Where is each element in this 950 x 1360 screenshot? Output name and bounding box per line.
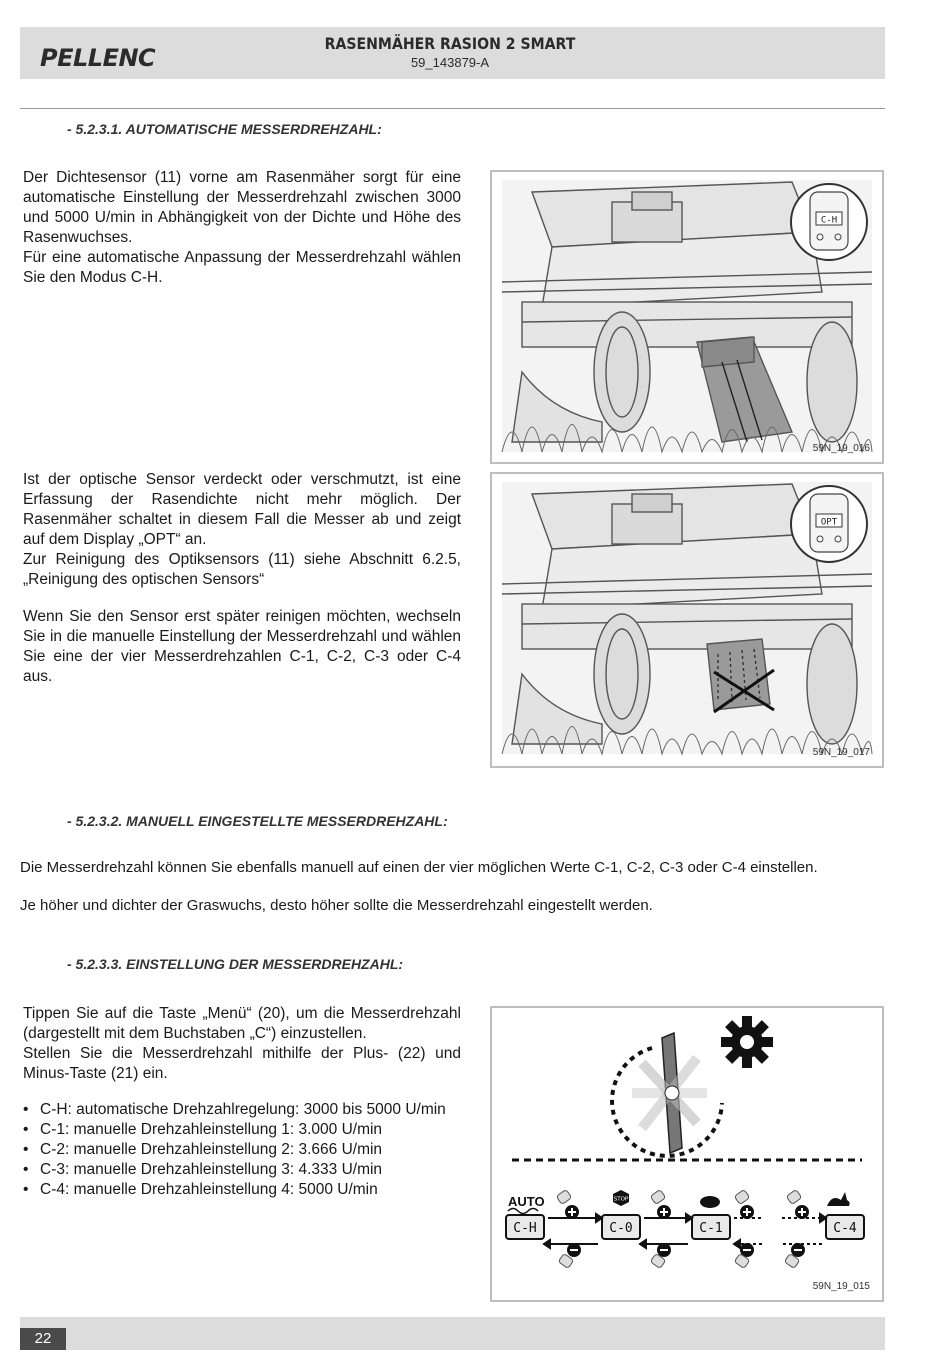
gear-icon (721, 1016, 773, 1068)
paragraph-grass-density: Je höher und dichter der Graswuchs, desto höher sollte die Messerdrehzahl eingestellt werden. (20, 897, 653, 914)
paragraph-menu-key: Tippen Sie auf die Taste „Menü“ (20), um die Messerdrehzahl (dargestellt mit dem Buchstaben „C“) einzustellen. (23, 1005, 461, 1042)
auto-label: AUTO (508, 1194, 545, 1209)
figure-label: 59N_19_016 (812, 443, 870, 454)
paragraph-manual-values: Die Messerdrehzahl können Sie ebenfalls manuell auf einen der vier möglichen Werte C-1, C-2, C-3 oder C-4 einstellen. (20, 859, 818, 876)
section-heading-manual: - 5.2.3.2. MANUELL EINGESTELLTE MESSERDREHZAHL: (67, 813, 448, 829)
paragraph-mode-ch: Für eine automatische Anpassung der Messerdrehzahl wählen Sie den Modus C-H. (23, 249, 461, 286)
speed-list (23, 1100, 463, 1200)
mower-illustration (492, 172, 882, 462)
footer-bar (20, 1317, 885, 1350)
brand-logo: PELLENC (40, 44, 156, 72)
document-title: RASENMÄHER RASION 2 SMART (324, 34, 576, 53)
mode-display-c1 (692, 1215, 730, 1239)
mode-display-c0 (602, 1215, 640, 1239)
list-item: • C-H: automatische Drehzahlregelung: 3000 bis 5000 U/min (23, 1100, 463, 1120)
minus-button-icon (567, 1243, 805, 1257)
list-item: • C-4: manuelle Drehzahleinstellung 4: 5000 U/min (23, 1180, 463, 1200)
turtle-icon (700, 1196, 720, 1208)
mode-display-ch (506, 1215, 544, 1239)
paragraph-sensor-covered: Ist der optische Sensor verdeckt oder verschmutzt, ist eine Erfassung der Rasendichte nicht mehr möglich. Der Rasenmäher schaltet in diesem Fall die Messer ab und zeigt auf dem Display „OPT“ an. (23, 471, 461, 548)
svg-text:C-1: C-1 (699, 1221, 723, 1236)
svg-text:C-H: C-H (513, 1221, 537, 1236)
stop-icon: STOP (613, 1196, 629, 1203)
figure-label: 59N_19_015 (812, 1281, 870, 1292)
page-number: 22 (20, 1328, 66, 1350)
figure-sensor-clean (490, 170, 884, 464)
figure-sensor-blocked (490, 472, 884, 768)
figure-label: 59N_19_017 (812, 747, 870, 758)
section-heading-setting: - 5.2.3.3. EINSTELLUNG DER MESSERDREHZAHL: (67, 956, 404, 972)
paragraph-cleaning-reference: Zur Reinigung des Optiksensors (11) siehe Abschnitt 6.2.5, „Reinigung des optischen Sensors“ (23, 551, 461, 588)
list-item: • C-3: manuelle Drehzahleinstellung 3: 4.333 U/min (23, 1160, 463, 1180)
paragraph-plus-minus: Stellen Sie die Messerdrehzahl mithilfe der Plus- (22) und Minus-Taste (21) ein. (23, 1045, 461, 1082)
paragraph-manual-switch: Wenn Sie den Sensor erst später reinigen möchten, wechseln Sie in die manuelle Einstellung der Messerdrehzahl und wählen Sie eine der vier Messerdrehzahlen C-1, C-2, C-3 oder C-4 aus. (23, 608, 461, 685)
hand-pointer-icon (556, 1189, 802, 1268)
paragraph-density-sensor: Der Dichtesensor (11) vorne am Rasenmäher sorgt für eine automatische Einstellung der Messerdrehzahl zwischen 3000 und 5000 U/min in Abhängigkeit von der Dichte und Höhe des Rasenwuchses. (23, 169, 461, 246)
mode-display-c4 (826, 1215, 864, 1239)
figure-speed-selection (490, 1006, 884, 1302)
svg-text:C-0: C-0 (609, 1221, 633, 1236)
blade-icon (612, 1033, 722, 1156)
display-readout-ch: C-H (820, 215, 838, 226)
svg-text:C-4: C-4 (833, 1221, 857, 1236)
mower-illustration-blocked (492, 474, 882, 766)
list-item: • C-2: manuelle Drehzahleinstellung 2: 3.666 U/min (23, 1140, 463, 1160)
speed-selection-diagram (492, 1008, 882, 1300)
section-heading-automatic: - 5.2.3.1. AUTOMATISCHE MESSERDREHZAHL: (67, 121, 382, 137)
rabbit-icon (827, 1192, 850, 1206)
list-item: • C-1: manuelle Drehzahleinstellung 1: 3.000 U/min (23, 1120, 463, 1140)
document-code: 59_143879-A (410, 55, 490, 70)
display-readout-opt: OPT (820, 517, 838, 528)
header-divider (20, 108, 885, 109)
